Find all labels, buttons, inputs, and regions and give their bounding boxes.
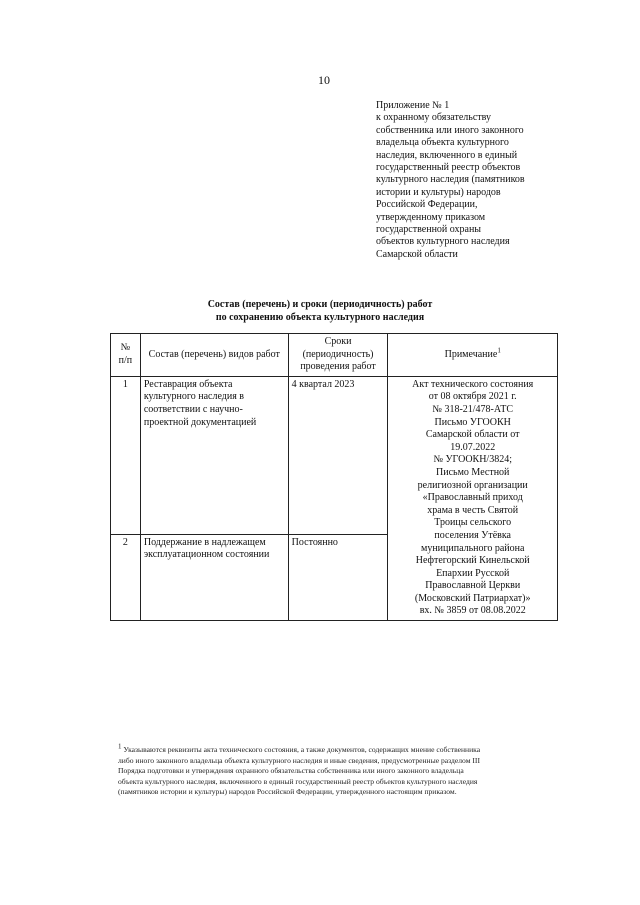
- note-line: Письмо УГООКН: [434, 416, 511, 428]
- note-line: храма в честь Святой: [427, 504, 519, 516]
- note-line: (Московский Патриархат)»: [414, 592, 531, 604]
- note-line: Нефтегорский Кинельской: [415, 555, 530, 567]
- table-header-row: [111, 334, 558, 377]
- row-num: 1: [111, 376, 141, 534]
- note-line: Епархии Русской: [436, 567, 510, 579]
- page-number: 10: [318, 73, 330, 87]
- header-terms-line: Сроки (периодичность): [302, 336, 374, 360]
- appendix-line: к охранному обязательству: [376, 112, 492, 124]
- appendix-line: Самарской области: [376, 248, 458, 260]
- appendix-line: наследия, включенного в единый: [376, 149, 518, 161]
- note-line: Письмо Местной: [436, 466, 510, 478]
- row-note: [388, 376, 558, 620]
- appendix-line: истории и культуры) народов: [376, 186, 501, 198]
- row-terms: Постоянно: [288, 534, 388, 620]
- footnote-line: [118, 742, 558, 756]
- footnote-line: (памятников истории и культуры) народов Российской Федерации, утвержденного настоящим приказом.: [118, 787, 457, 797]
- row-num: 2: [111, 534, 141, 620]
- header-num-line: п/п: [118, 354, 133, 366]
- table-row: [111, 376, 558, 534]
- header-composition: Состав (перечень) видов работ: [140, 334, 288, 377]
- appendix-line: владельца объекта культурного: [376, 137, 509, 149]
- footnote-text: Указываются реквизиты акта технического состояния, а также документов, содержащих мнение собственника: [121, 745, 481, 754]
- note-line: Православной Церкви: [425, 580, 521, 592]
- footnote-line: объекта культурного наследия, включенного в единый государственный реестр объектов культурного наследия: [118, 776, 478, 786]
- appendix-line: объектов культурного наследия: [376, 236, 510, 248]
- note-line: Троицы сельского: [434, 517, 512, 529]
- row-terms: 4 квартал 2023: [288, 376, 388, 534]
- composition-line: культурного наследия в: [143, 391, 245, 403]
- composition-line: Поддержание в надлежащем: [143, 536, 266, 548]
- works-table: [110, 333, 558, 621]
- note-line: № УГООКН/3824;: [433, 454, 512, 466]
- appendix-line: Приложение № 1: [376, 100, 450, 111]
- note-line: 19.07.2022: [450, 441, 496, 453]
- row-composition: [140, 376, 288, 534]
- footnote-line: Порядка подготовки и утверждения охранного обязательства собственника или иного законного владельца: [118, 766, 464, 776]
- note-line: от 08 октября 2021 г.: [428, 391, 517, 403]
- appendix-line: утвержденному приказом: [376, 211, 486, 223]
- appendix-line: собственника или иного законного: [376, 124, 524, 136]
- footnote-line: либо иного законного владельца объекта культурного наследия и иные сведения, предусмотренные разделом III: [118, 755, 480, 765]
- header-num: [111, 334, 141, 377]
- header-terms-line: проведения работ: [300, 361, 376, 373]
- composition-line: соответствии с научно-: [143, 403, 243, 415]
- header-note-label: Примечание: [444, 348, 498, 360]
- note-line: № 318-21/478-АТС: [432, 403, 514, 415]
- title-line: Состав (перечень) и сроки (периодичность) работ: [207, 299, 433, 310]
- note-line: муниципального района: [420, 542, 525, 554]
- appendix-line: государственный реестр объектов: [376, 161, 521, 173]
- footnote-reference: 1: [497, 346, 501, 355]
- note-line: Акт технического состояния: [412, 378, 534, 390]
- note-line: религиозной организации: [417, 479, 528, 491]
- note-line: Самарской области от: [425, 429, 520, 441]
- header-num-line: №: [120, 342, 131, 354]
- header-note: [388, 334, 558, 377]
- header-terms: [288, 334, 388, 377]
- note-line: поселения Утёвка: [434, 529, 511, 541]
- composition-line: проектной документацией: [143, 416, 257, 428]
- note-line: «Православный приход: [422, 492, 523, 504]
- appendix-header: [376, 100, 576, 261]
- footnote-mark: 1: [118, 742, 122, 751]
- row-composition: [140, 534, 288, 620]
- document-title: [150, 298, 490, 324]
- note-line: вх. № 3859 от 08.08.2022: [419, 605, 526, 617]
- composition-line: Реставрация объекта: [143, 378, 233, 390]
- appendix-line: Российской Федерации,: [376, 199, 478, 211]
- appendix-line: государственной охраны: [376, 223, 482, 235]
- appendix-line: культурного наследия (памятников: [376, 174, 525, 186]
- composition-line: эксплуатационном состоянии: [143, 549, 270, 561]
- footnote: [118, 742, 558, 798]
- title-line: по сохранению объекта культурного наследия: [215, 312, 425, 323]
